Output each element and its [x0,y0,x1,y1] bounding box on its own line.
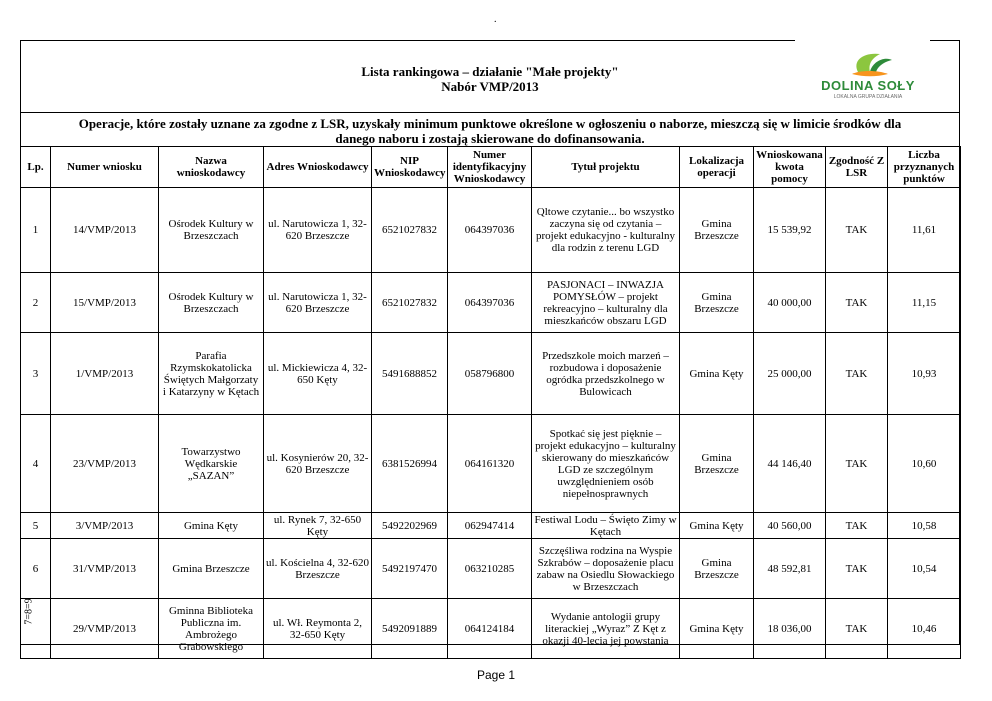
title-separator [20,112,960,113]
cell-kwota: 25 000,00 [754,333,826,415]
title-line-1: Lista rankingowa – działanie "Małe projekty" [361,64,619,79]
cell-nazwa: Ośrodek Kultury w Brzeszczach [159,188,264,273]
cell-punkty: 11,15 [888,273,961,333]
cell-punkty: 10,58 [888,513,961,539]
cell-tytul: Qltowe czytanie... bo wszystko zaczyna się od czytania – projekt edukacyjno - kulturalny dla rodzin z terenu LGD [532,188,680,273]
logo-tagline: LOKALNA GRUPA DZIAŁANIA [833,94,903,100]
cell-kwota: 40 000,00 [754,273,826,333]
cell-numer: 23/VMP/2013 [51,415,159,513]
cell-lp: 3 [21,333,51,415]
cell-lp: 6 [21,539,51,599]
header-lp: Lp. [21,147,51,188]
header-kwota: Wnioskowana kwota pomocy [754,147,826,188]
ranking-table [20,146,961,659]
header-lokalizacja: Lokalizacja operacji [680,147,754,188]
cell-adres: ul. Kościelna 4, 32-620 Brzeszcze [264,539,372,599]
cell-tytul: Wydanie antologii grupy literackiej „Wyraz” Z Kęt z okazji 40-lecia jej powstania [532,599,680,659]
cell-zgodnosc: TAK [826,539,888,599]
cell-nazwa: Gmina Brzeszcze [159,539,264,599]
document-subtitle [20,116,960,146]
cell-adres: ul. Rynek 7, 32-650 Kęty [264,513,372,539]
table-row [21,599,961,659]
document-title [20,64,960,94]
cell-nip: 5492197470 [372,539,448,599]
cell-nip: 6521027832 [372,188,448,273]
cell-lokalizacja: Gmina Brzeszcze [680,188,754,273]
cell-ident: 064397036 [448,273,532,333]
cell-kwota: 18 036,00 [754,599,826,659]
cell-numer: 3/VMP/2013 [51,513,159,539]
cell-tytul: Przedszkole moich marzeń – rozbudowa i doposażenie ogródka przedszkolnego w Bulowicach [532,333,680,415]
cell-nip: 5491688852 [372,333,448,415]
cell-ident: 064124184 [448,599,532,659]
cell-kwota: 48 592,81 [754,539,826,599]
cell-tytul: Spotkać się jest pięknie – projekt edukacyjno – kulturalny skierowany do mieszkańców LGD ze szczególnym uwzględnieniem osób niepełnosprawnych [532,415,680,513]
cell-numer: 31/VMP/2013 [51,539,159,599]
cell-nip: 5492202969 [372,513,448,539]
table-row [21,513,961,539]
cell-adres: ul. Narutowicza 1, 32-620 Brzeszcze [264,188,372,273]
cell-ident: 063210285 [448,539,532,599]
header-nip: NIP Wnioskodawcy [372,147,448,188]
cell-tytul: Festiwal Lodu – Święto Zimy w Kętach [532,513,680,539]
stray-dot: . [494,14,497,25]
cell-lp: 4 [21,415,51,513]
header-punkty: Liczba przyznanych punktów [888,147,961,188]
header-adres: Adres Wnioskodawcy [264,147,372,188]
cell-lokalizacja: Gmina Kęty [680,513,754,539]
cell-ident: 064397036 [448,188,532,273]
page-number: Page 1 [476,668,516,682]
table-row [21,188,961,273]
cell-kwota: 44 146,40 [754,415,826,513]
cell-punkty: 10,54 [888,539,961,599]
cell-nazwa: Ośrodek Kultury w Brzeszczach [159,273,264,333]
cell-lp: 5 [21,513,51,539]
cell-lokalizacja: Gmina Kęty [680,599,754,659]
row-7-side-mark [22,588,36,638]
header-nazwa: Nazwa wnioskodawcy [159,147,264,188]
logo-name: DOLINA SOŁY [821,78,915,93]
cell-adres: ul. Wł. Reymonta 2, 32-650 Kęty [264,599,372,659]
cell-punkty: 10,46 [888,599,961,659]
cell-nazwa: Parafia Rzymskokatolicka Świętych Małgorzaty i Katarzyny w Kętach [159,333,264,415]
cell-tytul: PASJONACI – INWAZJA POMYSŁÓW – projekt rekreacyjno – kulturalny dla mieszkańców obszaru LGD [532,273,680,333]
cell-kwota: 40 560,00 [754,513,826,539]
table-row [21,333,961,415]
subtitle-line-2: danego naboru i zostają skierowane do dofinansowania. [335,131,645,146]
cell-zgodnosc: TAK [826,188,888,273]
cell-adres: ul. Mickiewicza 4, 32-650 Kęty [264,333,372,415]
header-zgodnosc: Zgodność Z LSR [826,147,888,188]
cell-kwota: 15 539,92 [754,188,826,273]
cell-lokalizacja: Gmina Brzeszcze [680,539,754,599]
cell-punkty: 10,93 [888,333,961,415]
cell-nazwa: Gminna Biblioteka Publiczna im. Ambrożego Grabowskiego [159,599,264,659]
title-line-2: Nabór VMP/2013 [441,79,539,94]
cell-zgodnosc: TAK [826,415,888,513]
table-row [21,539,961,599]
cell-lokalizacja: Gmina Brzeszcze [680,415,754,513]
cell-numer: 14/VMP/2013 [51,188,159,273]
cell-zgodnosc: TAK [826,333,888,415]
cell-nazwa: Gmina Kęty [159,513,264,539]
cell-numer: 1/VMP/2013 [51,333,159,415]
header-numer-wniosku: Numer wniosku [51,147,159,188]
side-mark-text: 7=8=9 [23,598,35,625]
cell-zgodnosc: TAK [826,599,888,659]
cell-punkty: 11,61 [888,188,961,273]
header-tytul: Tytuł projektu [532,147,680,188]
table-row [21,273,961,333]
cell-nazwa: Towarzystwo Wędkarskie „SAZAN” [159,415,264,513]
table-header-row [21,147,961,188]
cell-ident: 064161320 [448,415,532,513]
cell-lokalizacja: Gmina Kęty [680,333,754,415]
cell-adres: ul. Kosynierów 20, 32-620 Brzeszcze [264,415,372,513]
cell-lokalizacja: Gmina Brzeszcze [680,273,754,333]
cell-ident: 058796800 [448,333,532,415]
cell-numer: 29/VMP/2013 [51,599,159,659]
cell-tytul: Szczęśliwa rodzina na Wyspie Szkrabów – doposażenie placu zabaw na Osiedlu Słowackiego w Brzeszczach [532,539,680,599]
cell-lp: 1 [21,188,51,273]
cell-nip: 5492091889 [372,599,448,659]
header-identyfikator: Numer identyfikacyjny Wnioskodawcy [448,147,532,188]
cell-numer: 15/VMP/2013 [51,273,159,333]
cell-punkty: 10,60 [888,415,961,513]
cell-nip: 6381526994 [372,415,448,513]
cell-ident: 062947414 [448,513,532,539]
frame-gap [795,37,930,43]
cell-zgodnosc: TAK [826,513,888,539]
cell-lp: 2 [21,273,51,333]
subtitle-line-1: Operacje, które zostały uznane za zgodne z LSR, uzyskały minimum punktowe określone w ogłoszeniu o naborze, mieszczą się w limicie środków dla [78,116,902,131]
cell-zgodnosc: TAK [826,273,888,333]
table-row [21,415,961,513]
cell-adres: ul. Narutowicza 1, 32-620 Brzeszcze [264,273,372,333]
cell-nip: 6521027832 [372,273,448,333]
